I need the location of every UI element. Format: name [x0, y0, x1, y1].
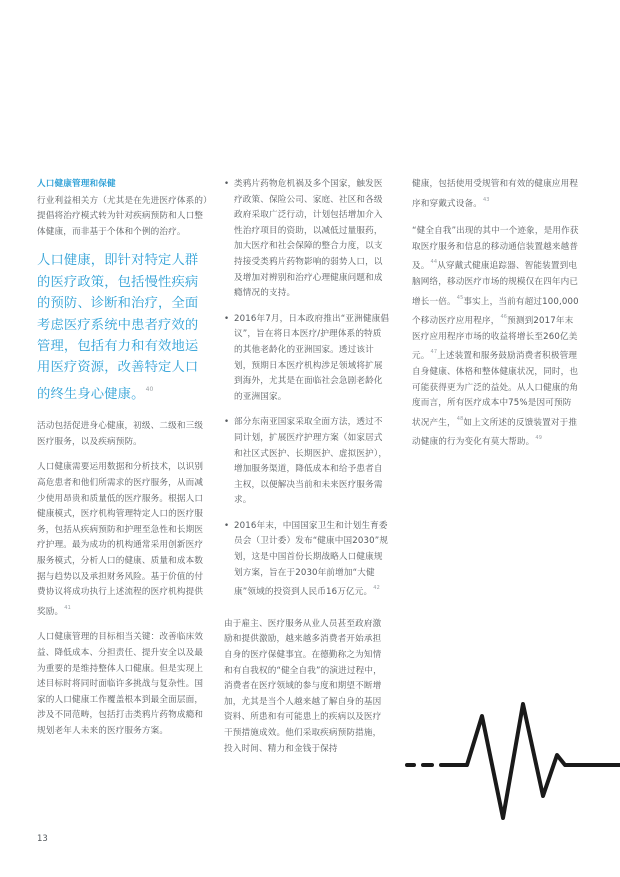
list-item: [224, 519, 390, 601]
bullet-icon: •: [224, 417, 230, 428]
bullet-icon: •: [224, 520, 230, 531]
paragraph-text: 人口健康需要运用数据和分析技术，以识别高危患者和他们所需求的医疗服务，从而减少使用昂贵和质量低的医疗服务。根据人口健康模式，医疗机构管理特定人口的医疗服务，包括从疾病预防和护理至急性和长期医疗护理。最为成功的机构通常采用创新医疗服务模式，分析人口的健康、质量和成本数据与趋势以及承担财务风险。基于价值的付费协议将成功执行上述流程的医疗机构提供奖励。: [37, 462, 204, 617]
footnote-ref: 44: [430, 259, 438, 266]
paragraph-text: “健全自我”出现的其中一个迹象，是用作获取医疗服务和信息的移动通信装置越来越普及。: [412, 226, 579, 272]
pull-quote-text: 人口健康，即针对特定人群的医疗政策，包括慢性疾病的预防、诊断和治疗，全面考虑医疗系统中患者疗效的管理，包括有力和有效地运用医疗资源，改善特定人口的终生身心健康。: [37, 253, 199, 402]
section-heading-text: 人口健康管理和保健: [37, 179, 116, 189]
list-item-text: 2016年末，中国国家卫生和计划生育委员会（卫计委）发布“健康中国2030”规划，这是中国首份长期战略人口健康规划方案，旨在于2030年前增加“大健康”领域的投资到人民币16万亿元。: [234, 520, 389, 598]
paragraph-text: 上述装置和服务鼓励消费者积极管理自身健康、体格和整体健康状况，同时，也可能获得更为广泛的益处。从人口健康的角度而言，所有医疗成本中75%是因可预防状况产生，: [412, 351, 579, 428]
column-right: [412, 177, 580, 461]
pull-quote: [37, 250, 209, 405]
intro-paragraph: 行业利益相关方（尤其是在先进医疗体系的）提倡将治疗模式转为针对疾病预防和人口整体健康，而非基于个体和个例的治疗。: [37, 195, 208, 237]
footnote-ref: 42: [373, 585, 380, 592]
list-item-text: 类鸦片药物危机祸及多个国家，触发医疗政策、保险公司、家庭、社区和各级政府采取广泛行动，计划包括增加介入性治疗项目的资助，以减低过量服药，加大医疗和社会保障的整合力度，以支持接受类鸦片药物影响的弱势人口，以及增加对辨别和治疗心理健康问题和成瘾情况的支持。: [234, 179, 383, 299]
list-item-text: 部分东南亚国家采取全面方法，透过不同计划，扩展医疗护理方案（如家居式和社区式医护、长期医护、虚拟医护），增加服务渠道，降低成本和给予患者自主权，以便解决当前和未来医疗服务需求。: [234, 417, 388, 506]
paragraph-consumers: 由于雇主、医疗服务从业人员甚至政府激励和提供激励，越来越多消费者开始承担自身的医疗保健事宜。在德勤称之为知情和有自我权的“健全自我”的演进过程中，消费者在医疗领域的参与度和期望不断增加，尤其是当个人越来越了解自身的基因资料、所患和有可能患上的疾病以及医疗干预措施成效。他们采取疾病预防措施，投入时间、精力和金钱于保持: [224, 618, 382, 754]
paragraph-activities: 活动包括促进身心健康，初级、二级和三级医疗服务，以及疾病预防。: [37, 421, 204, 447]
footnote-ref: 47: [430, 349, 438, 356]
footnote-ref: 40: [145, 385, 154, 393]
paragraph-text: 从穿戴式健康追踪器、智能装置到电脑网络，移动医疗市场的规模仅在四年内已增长一倍。: [412, 261, 579, 307]
paragraph-continuation: [412, 177, 580, 212]
bullet-list: [224, 177, 390, 601]
list-item: [224, 312, 390, 406]
bullet-icon: •: [224, 313, 230, 324]
heartbeat-line-icon: [405, 690, 620, 840]
paragraph-text: 健康，包括使用受规管和有效的健康应用程序和穿戴式设备。: [412, 179, 579, 209]
column-left: [37, 177, 209, 750]
footnote-ref: 43: [482, 196, 490, 203]
footnote-ref: 48: [456, 415, 464, 422]
bullet-icon: •: [224, 179, 230, 189]
paragraph-goals: 人口健康管理的目标相当关键：改善临床效益、降低成本、分担责任、提升安全以及最为重要的是维持整体人口健康。但是实现上述目标时将同时面临许多挑战与复杂性。国家的人口健康工作覆盖根本到最全面层面，涉及不同范畴，包括打击类鸦片药物成瘾和规划老年人未来的医疗服务方案。: [37, 632, 204, 736]
list-item-text: 2016年7月，日本政府推出“亚洲健康倡议”，旨在将日本医疗/护理体系的特质的其他老龄化的亚洲国家。透过该计划，预期日本医疗机构涉足领域将扩展到海外，尤其是在面临社会急剧老龄化的亚洲国家。: [234, 313, 390, 402]
footnote-ref: 49: [535, 435, 543, 442]
list-item: [224, 415, 390, 509]
footnote-ref: 41: [64, 604, 71, 611]
paragraph-text: 如上文所述的反馈装置对于推动健康的行为变化有莫大帮助。: [412, 417, 578, 448]
list-item: [224, 177, 390, 302]
paragraph-text: 事实上，当前有超过100,000个移动医疗应用程序，: [412, 296, 579, 327]
column-middle: [224, 177, 390, 767]
page-number: 13: [37, 834, 48, 844]
paragraph-text: 预测到2017年末医疗应用程序市场的收益将增长至260亿美元。: [412, 316, 578, 362]
paragraph-mobile-health: [412, 224, 580, 451]
paragraph-data-analytics: [37, 460, 209, 620]
footnote-ref: 46: [500, 314, 508, 321]
section-heading: [37, 177, 209, 193]
footnote-ref: 45: [456, 294, 464, 301]
